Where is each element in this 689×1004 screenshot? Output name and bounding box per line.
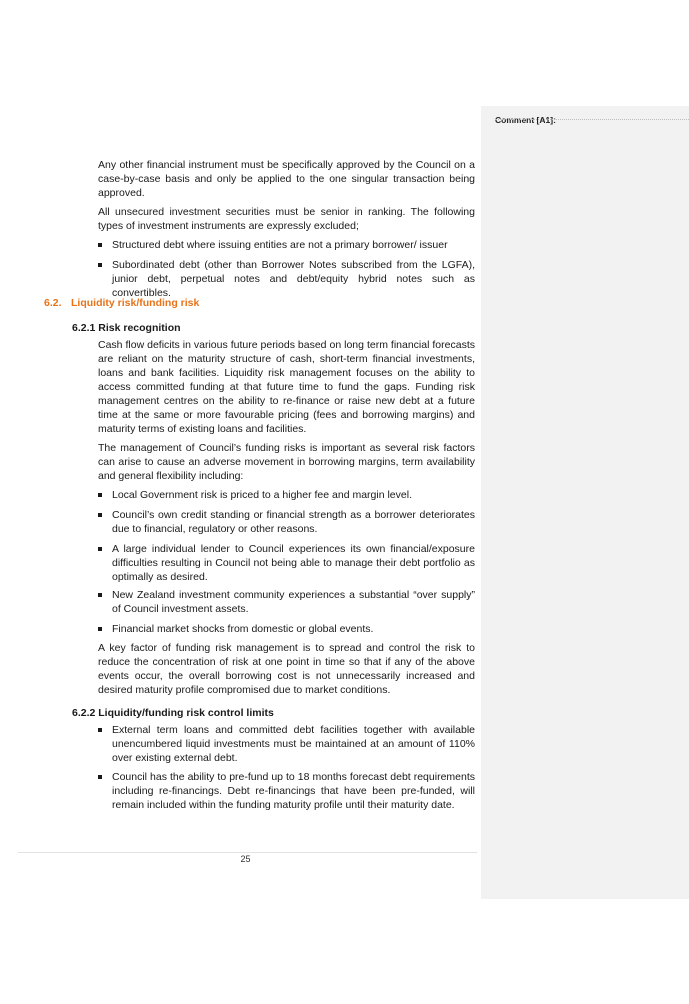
bullet-icon	[98, 728, 102, 732]
list-item: Council’s own credit standing or financial strength as a borrower deteriorates due to financial, regulatory or other reasons.	[98, 508, 475, 536]
subsection-heading-6-2-1: 6.2.1 Risk recognition	[72, 322, 181, 334]
bullet-icon	[98, 243, 102, 247]
section-number: 6.2.	[44, 297, 62, 309]
list-item: External term loans and committed debt facilities together with available unencumbered liquid investments must be maintained at an amount of 110% over existing external debt.	[98, 723, 475, 765]
bullet-icon	[98, 547, 102, 551]
section-heading-6-2	[44, 297, 199, 309]
risk-recognition-paragraph-2: The management of Council’s funding risks is important as several risk factors can arise to cause an adverse movement in borrowing margins, term availability and general flexibility including:	[98, 442, 475, 482]
bullet-icon	[98, 513, 102, 517]
bullet-icon	[98, 263, 102, 267]
list-item: Council has the ability to pre-fund up to 18 months forecast debt requirements including re-financings. Debt re-financings that have been pre-funded, will remain included within the funding maturity profile until their maturity date.	[98, 770, 475, 812]
list-item: Financial market shocks from domestic or global events.	[98, 622, 475, 636]
risk-recognition-paragraph-3: A key factor of funding risk management is to spread and control the risk to reduce the concentration of risk at one point in time so that if any of the above events occur, the overall borrowing cost is not unnecessarily increased and desired maturity profile compromised due to market conditions.	[98, 642, 475, 696]
bullet-icon	[98, 593, 102, 597]
intro-paragraph-2: All unsecured investment securities must be senior in ranking. The following types of investment instruments are expressly excluded;	[98, 206, 475, 232]
subsection-heading-6-2-2: 6.2.2 Liquidity/funding risk control limits	[72, 707, 274, 719]
list-item: Subordinated debt (other than Borrower Notes subscribed from the LGFA), junior debt, perpetual notes and debt/equity hybrid notes such as convertibles.	[98, 258, 475, 300]
list-item: Structured debt where issuing entities are not a primary borrower/ issuer	[98, 238, 475, 252]
bullet-icon	[98, 627, 102, 631]
list-item: Local Government risk is priced to a higher fee and margin level.	[98, 488, 475, 502]
comment-label: Comment [A1]:	[495, 115, 556, 125]
bullet-icon	[98, 775, 102, 779]
risk-recognition-paragraph-1: Cash flow deficits in various future periods based on long term financial forecasts are reliant on the maturity structure of cash, short-term financial investments, loans and bank facilities. Liquidity risk management focuses on the ability to access committed funding at that future time to fund the gaps. Funding risk management centres on the ability to re-finance or raise new debt at a future time at the same or more favourable pricing (fees and borrowing margins) and maturity terms of existing loans and facilities.	[98, 339, 475, 435]
list-item: A large individual lender to Council experiences its own financial/exposure difficulties resulting in Council not being able to manage their debt portfolio as optimally as desired.	[98, 542, 475, 584]
footer-divider	[18, 852, 477, 853]
comment-pane	[481, 106, 689, 899]
intro-paragraph-1: Any other financial instrument must be specifically approved by the Council on a case-by-case basis and only be applied to the one singular transaction being approved.	[98, 159, 475, 199]
section-title: Liquidity risk/funding risk	[71, 297, 200, 309]
comment-divider	[495, 119, 689, 120]
list-item: New Zealand investment community experiences a substantial “over supply” of Council investment assets.	[98, 588, 475, 616]
bullet-icon	[98, 493, 102, 497]
page-number: 25	[240, 854, 251, 864]
